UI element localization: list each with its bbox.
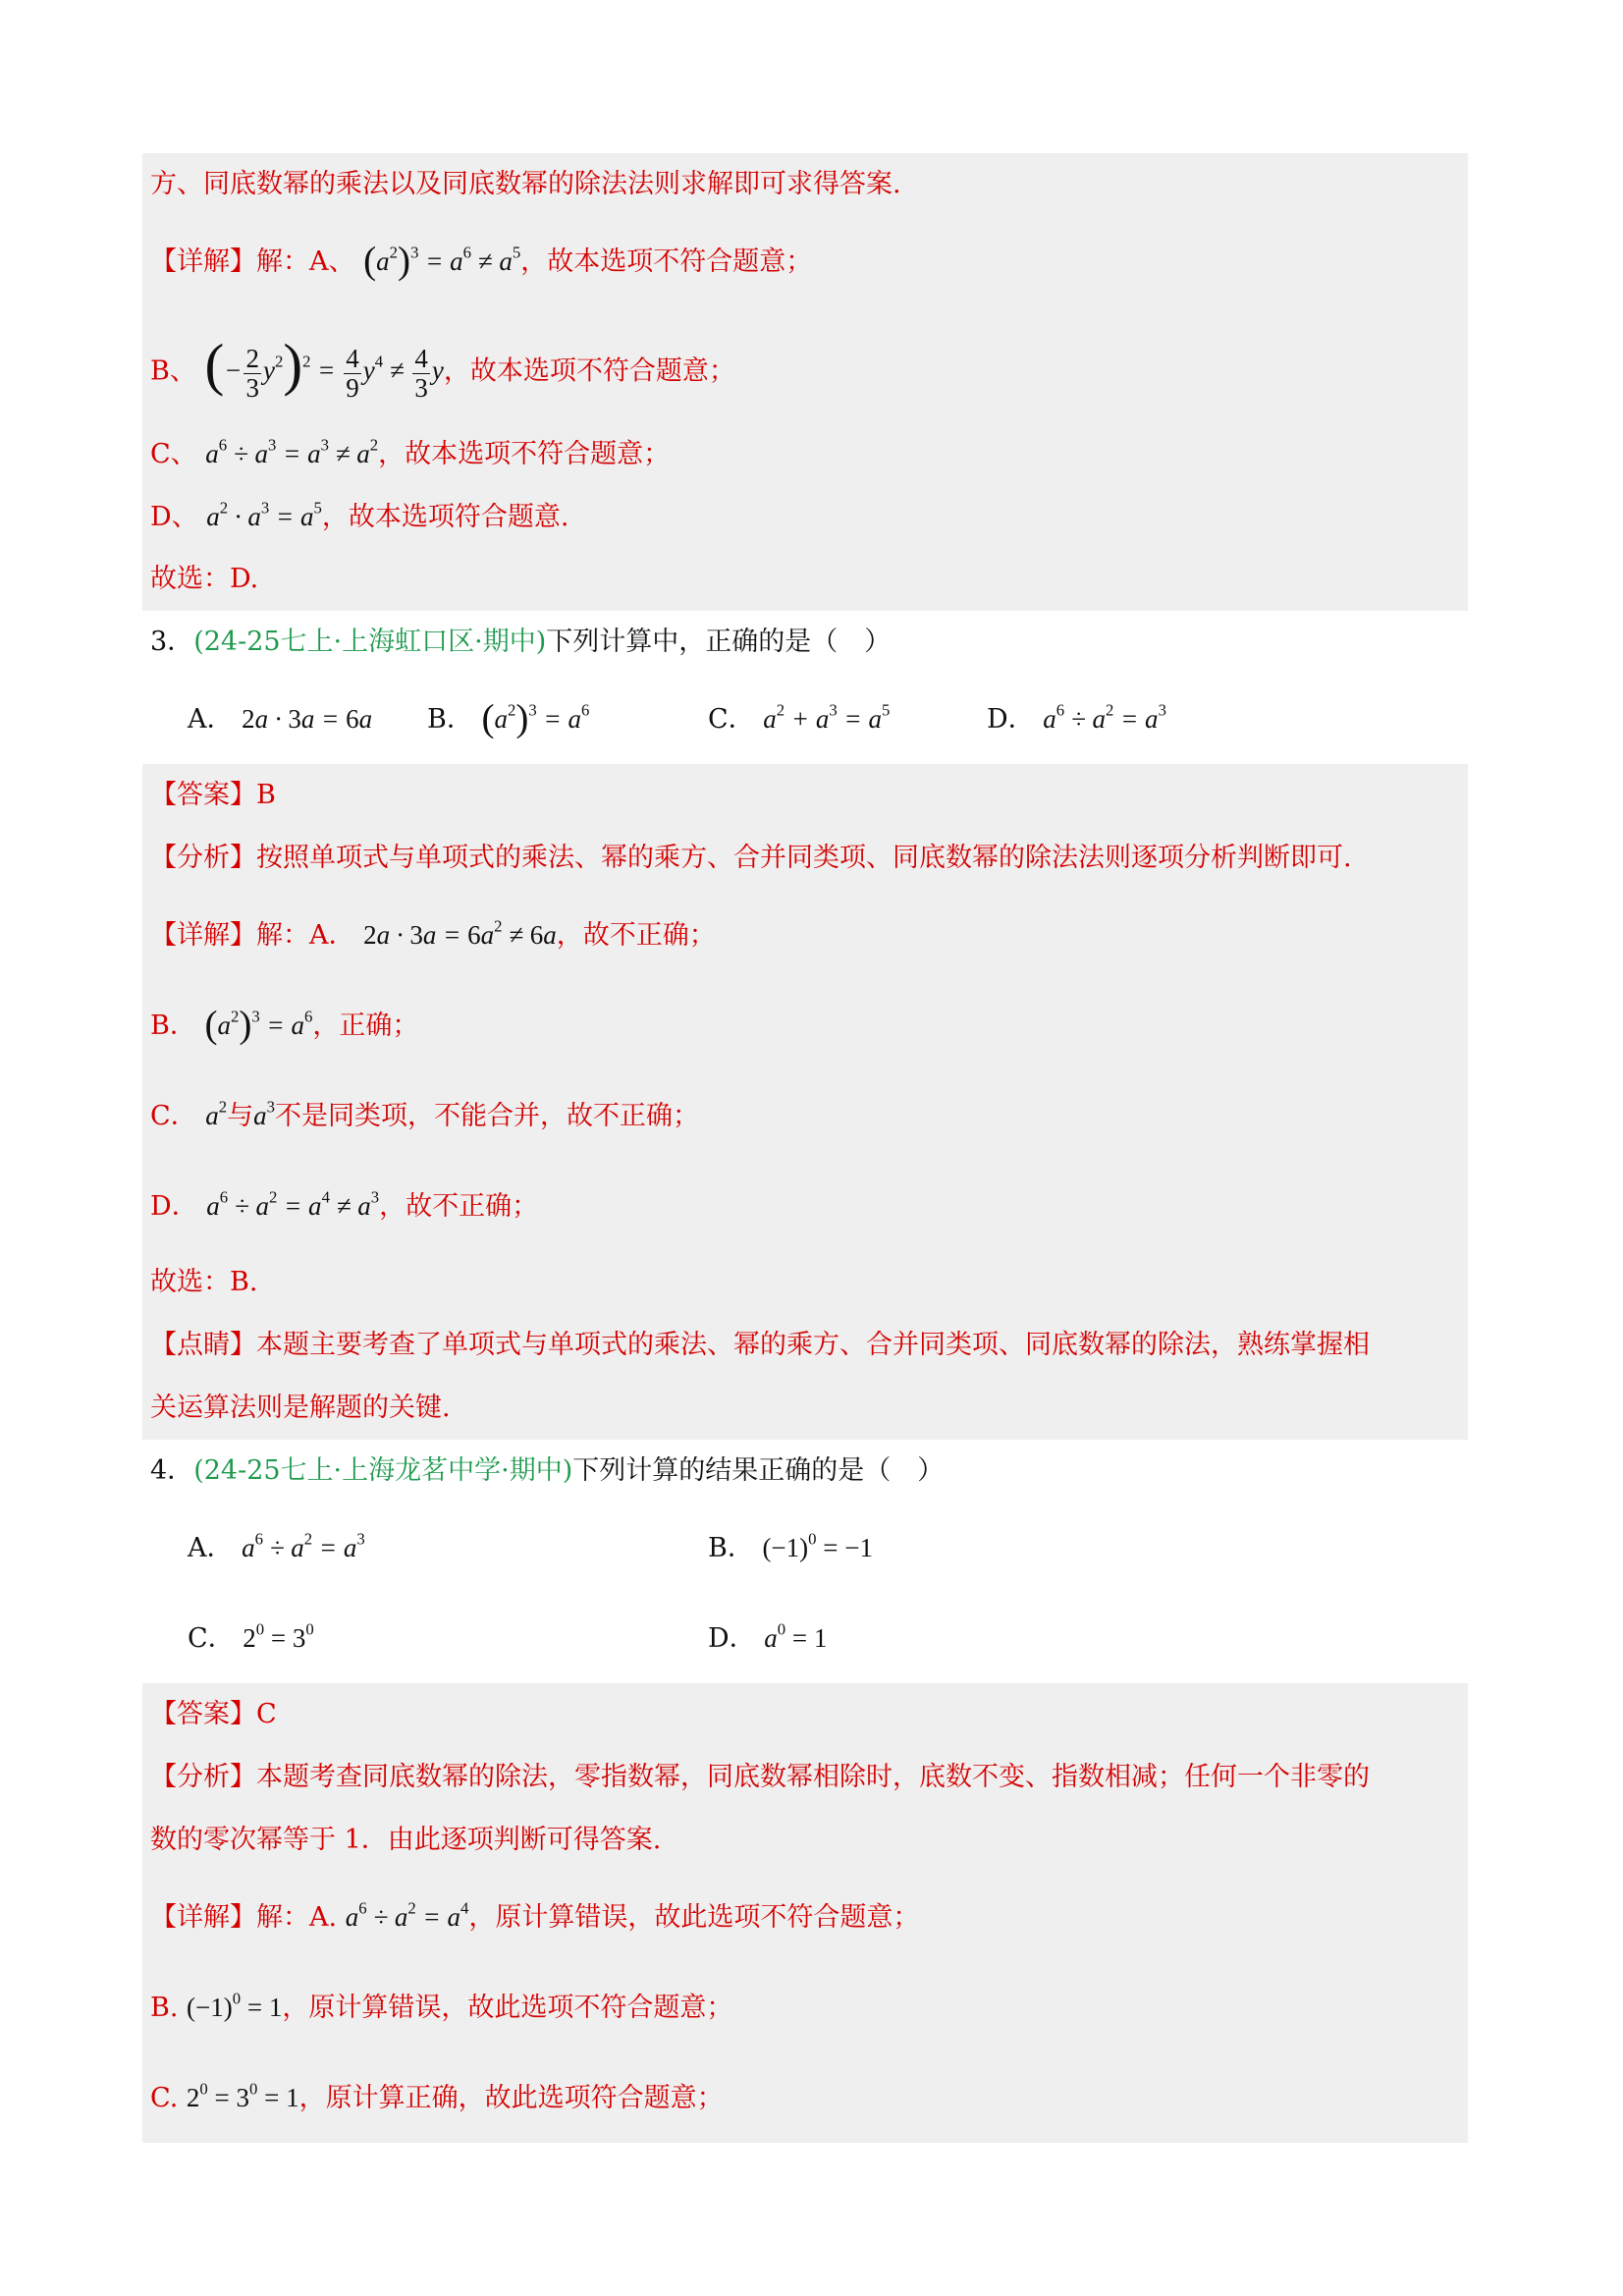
analysis-text: 按照单项式与单项式的乘法、幂的乘方、合并同类项、同底数幂的除法法则逐项分析判断即可. xyxy=(256,843,1352,873)
detail-b-tail: ，故本选项不符合题意； xyxy=(443,355,735,387)
q2-detail-b xyxy=(150,306,1460,422)
math-expression: $a^6 \div a^2 = a^3$ xyxy=(1043,700,1166,734)
q3-detail-c xyxy=(150,1070,1460,1161)
detail-intro: 解：A． xyxy=(256,920,355,951)
comment-tag: 【点睛】 xyxy=(150,1330,256,1360)
q4-analysis-2: 数的零次幂等于 1．由此逐项判断可得答案. xyxy=(150,1825,662,1855)
q3-option-d[interactable] xyxy=(987,674,1166,765)
q4-analysis-1 xyxy=(150,1746,1460,1809)
option-label: D． xyxy=(150,1191,198,1222)
question-number: 3． xyxy=(150,627,194,657)
math-expression: $a^2$ xyxy=(205,1097,228,1130)
option-label: C． xyxy=(188,1623,235,1654)
question-text: 下列计算的结果正确的是（ ） xyxy=(572,1455,945,1486)
q4-detail-c xyxy=(150,2052,1460,2143)
option-label: A． xyxy=(188,704,234,735)
q3-comment-2: 关运算法则是解题的关键. xyxy=(150,1393,451,1423)
option-label: B． xyxy=(708,1533,754,1563)
q3-detail-b xyxy=(150,980,1460,1070)
option-label: D． xyxy=(987,704,1035,735)
detail-a-tail: ，故不正确； xyxy=(556,920,716,951)
math-expression: $a^6 \div a^3 = a^3 \ne a^2$ xyxy=(205,435,379,468)
q3-choose: 故选：B. xyxy=(150,1267,258,1297)
detail-c-mid: 与 xyxy=(227,1101,254,1131)
q4-detail-a xyxy=(150,1872,1460,1962)
q3-options xyxy=(142,674,1468,764)
q3-option-c[interactable] xyxy=(708,674,890,765)
math-expression: $2a \cdot 3a = 6a^2 \ne 6a$ xyxy=(363,916,557,950)
q4-detail-b xyxy=(150,1962,1460,2052)
math-expression: $2^0 = 3^0 = 1$ xyxy=(186,2079,299,2112)
comment-text: 本题主要考查了单项式与单项式的乘法、幂的乘方、合并同类项、同底数幂的除法，熟练掌握相 xyxy=(256,1330,1370,1360)
q4-option-b[interactable] xyxy=(708,1503,873,1594)
detail-c-tail: ，原计算正确，故此选项符合题意； xyxy=(298,2083,724,2113)
q4-option-d[interactable] xyxy=(708,1593,827,1684)
q3-detail-a xyxy=(150,890,1460,980)
option-label: D、 xyxy=(150,502,198,532)
math-expression: $a^0 = 1$ xyxy=(764,1619,828,1653)
q4-stem xyxy=(142,1440,1468,1503)
option-label: C. xyxy=(150,2083,179,2113)
math-expression: 2a · 3a = 6a xyxy=(242,704,373,734)
q3-option-a[interactable] xyxy=(188,674,372,765)
detail-d-tail: ，故不正确； xyxy=(379,1191,539,1222)
math-expression: $2^0 = 3^0$ xyxy=(243,1619,314,1653)
q4-options-row2 xyxy=(142,1593,1468,1683)
analysis-text: 本题考查同底数幂的除法，零指数幂，同底数幂相除时，底数不变、指数相减；任何一个非零的 xyxy=(256,1762,1370,1792)
analysis-tag: 【分析】 xyxy=(150,843,256,873)
math-expression: $a^2 + a^3 = a^5$ xyxy=(763,700,891,734)
math-expression: $a^3$ xyxy=(253,1097,276,1130)
detail-d-tail: ，故本选项符合题意. xyxy=(321,502,569,532)
q3-option-b[interactable] xyxy=(427,674,589,765)
option-label: A． xyxy=(188,1533,234,1563)
q4-solution-block xyxy=(142,1683,1468,2143)
option-label: B. xyxy=(150,1993,179,2023)
analysis-tag: 【分析】 xyxy=(150,1762,256,1792)
math-expression: $(a^2)^3 = a^6 \ne a^5$ xyxy=(363,240,521,283)
q4-option-a[interactable] xyxy=(188,1503,365,1594)
answer-tag: 【答案】 xyxy=(150,1699,256,1729)
q4-options-row1 xyxy=(142,1503,1468,1593)
detail-a-tail: ，故本选项不符合题意； xyxy=(520,246,813,277)
detail-b-tail: ，原计算错误，故此选项不符合题意； xyxy=(282,1993,733,2023)
answer-value: B xyxy=(256,780,276,810)
question-text: 下列计算中，正确的是（ ） xyxy=(546,627,892,657)
q3-detail-d xyxy=(150,1161,1460,1251)
detail-b-tail: ，正确； xyxy=(312,1011,419,1041)
option-label: C． xyxy=(150,1101,197,1131)
math-expression: (− $\frac{2}{3}$ $y^2)^2$ = $\frac{4}{9}$ $y^4$ ≠ $\frac{4}{3}$ y xyxy=(204,332,444,403)
detail-c-tail: 不是同类项，不能合并，故不正确； xyxy=(275,1101,700,1131)
option-label: C． xyxy=(708,704,755,735)
math-expression: $a^2 \cdot a^3 = a^5$ xyxy=(206,498,322,531)
question-source: (24-25七上·上海虹口区·期中) xyxy=(193,627,547,657)
option-label: C、 xyxy=(150,439,197,469)
question-source: (24-25七上·上海龙茗中学·期中) xyxy=(193,1455,573,1486)
q3-analysis xyxy=(150,827,1460,890)
q2-detail-a xyxy=(150,216,1460,306)
q3-solution-block xyxy=(142,764,1468,1440)
q3-comment-1 xyxy=(150,1314,1460,1377)
q3-answer xyxy=(150,764,1460,827)
detail-tag: 【详解】 xyxy=(150,1902,256,1933)
math-expression: $a^6 \div a^2 = a^4 \ne a^3$ xyxy=(206,1187,380,1221)
detail-tag: 【详解】 xyxy=(150,920,256,951)
detail-intro: 解：A、 xyxy=(256,246,355,277)
q2-choose: 故选：D. xyxy=(150,564,259,594)
q4-option-c[interactable] xyxy=(188,1593,314,1684)
detail-c-tail: ，故本选项不符合题意； xyxy=(378,439,671,469)
math-expression: $a^6 \div a^2 = a^3$ xyxy=(242,1529,365,1562)
q3-stem xyxy=(142,611,1468,674)
q2-detail-c xyxy=(150,422,1460,485)
q2-solution-block xyxy=(142,153,1468,611)
detail-tag: 【详解】 xyxy=(150,246,256,277)
q2-analysis-continued: 方、同底数幂的乘法以及同底数幂的除法法则求解即可求得答案. xyxy=(150,169,901,199)
q2-detail-d xyxy=(150,485,1460,548)
option-label: B． xyxy=(150,1011,196,1041)
question-number: 4． xyxy=(150,1455,194,1486)
math-expression: $a^6 \div a^2 = a^4$ xyxy=(345,1898,469,1932)
detail-intro: 解：A. xyxy=(256,1902,338,1933)
detail-a-tail: ，原计算错误，故此选项不符合题意； xyxy=(468,1902,920,1933)
q4-answer xyxy=(150,1683,1460,1746)
answer-value: C xyxy=(256,1699,277,1729)
math-expression: $(a^2)^3 = a^6$ xyxy=(481,697,590,740)
option-label: B、 xyxy=(150,355,196,387)
answer-tag: 【答案】 xyxy=(150,780,256,810)
math-expression: $(-1)^0 = -1$ xyxy=(762,1529,873,1562)
document-page xyxy=(142,153,1468,2143)
option-label: D． xyxy=(708,1623,756,1654)
math-expression: $(-1)^0 = 1$ xyxy=(187,1989,283,2022)
option-label: B． xyxy=(427,704,473,735)
math-expression: $(a^2)^3 = a^6$ xyxy=(204,1004,313,1047)
